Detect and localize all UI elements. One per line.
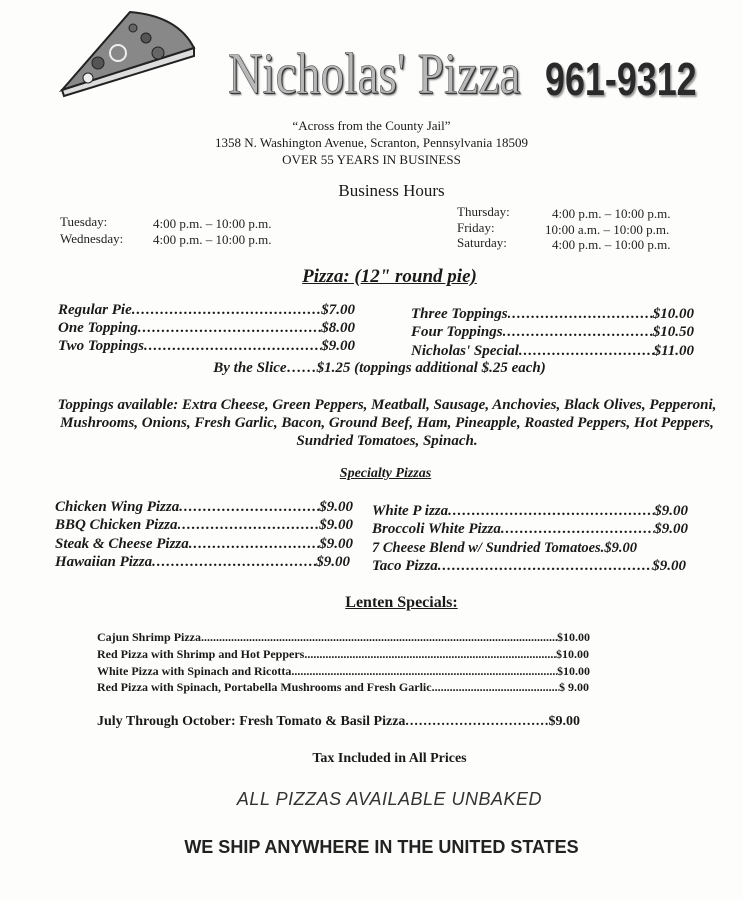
dot-leader [178, 517, 320, 534]
hours-day: Saturday: [457, 235, 507, 250]
menu-item [372, 521, 688, 538]
restaurant-name: Nicholas' Pizza [228, 41, 521, 106]
item-price: $9.00 [316, 554, 350, 570]
dot-leader [291, 664, 557, 679]
hours-time: 4:00 p.m. – 10:00 p.m. [552, 237, 671, 252]
menu-item [411, 306, 694, 323]
dot-leader [201, 630, 557, 645]
item-name: White P izza [372, 503, 449, 519]
dot-leader [138, 320, 321, 337]
dot-leader [179, 499, 319, 516]
toppings-list: Toppings available: Extra Cheese, Green Peppers, Meatball, Sausage, Anchovies, Black Olives, Pepperoni, Mushrooms, Onions, Fresh Garlic, Bacon, Ground Beef, Ham, Pineapple, Roasted Peppers, Hot Peppers, Sundried Tomatoes, Spinach. [57, 397, 717, 449]
dot-leader [132, 302, 322, 319]
shipping-note: WE SHIP ANYWHERE IN THE UNITED STATES [184, 837, 579, 857]
menu-item [55, 499, 353, 516]
item-name: 7 Cheese Blend w/ Sundried Tomatoes. [372, 540, 605, 556]
hours-time: 4:00 p.m. – 10:00 p.m. [153, 216, 272, 231]
dot-leader [405, 714, 548, 730]
menu-item [58, 302, 355, 319]
hours-time: 10:00 a.m. – 10:00 p.m. [545, 222, 670, 237]
item-price: $10.00 [557, 630, 590, 644]
hours-day: Wednesday: [60, 231, 124, 246]
phone-number: 961-9312 [545, 53, 697, 105]
dot-leader [501, 521, 654, 538]
item-name: Hawaiian Pizza [55, 554, 153, 570]
menu-item [58, 320, 355, 337]
hours-day: Tuesday: [60, 214, 108, 229]
dot-leader [438, 558, 653, 575]
menu-item [55, 536, 353, 553]
dot-leader [519, 343, 654, 360]
item-name: Red Pizza with Spinach, Portabella Mushrooms and Fresh Garlic [97, 680, 432, 694]
item-name: Steak & Cheese Pizza [55, 536, 189, 552]
item-price: $ 9.00 [559, 680, 589, 694]
dot-leader [144, 338, 321, 355]
item-price: $9.00 [321, 338, 355, 354]
item-price: $9.00 [652, 558, 686, 574]
hours-day: Thursday: [457, 204, 510, 219]
hours-heading: Business Hours [338, 181, 445, 200]
item-name: Nicholas' Special [411, 343, 519, 359]
item-price: $9.00 [654, 521, 688, 537]
specialty-heading: Specialty Pizzas [339, 466, 432, 481]
item-name: Chicken Wing Pizza [55, 499, 180, 515]
item-name: Four Toppings [411, 324, 503, 340]
hours-time: 4:00 p.m. – 10:00 p.m. [153, 232, 272, 247]
lenten-heading: Lenten Specials: [345, 594, 458, 611]
menu-item [58, 338, 355, 355]
item-price: $10.00 [556, 647, 589, 661]
item-price: $9.00 [548, 714, 580, 729]
dot-leader [189, 536, 320, 553]
lenten-item [97, 680, 589, 695]
item-price: $9.00 [604, 540, 637, 556]
item-price: $9.00 [319, 517, 353, 533]
item-price: $9.00 [319, 536, 353, 552]
menu-item [372, 540, 688, 557]
tax-note: Tax Included in All Prices [312, 751, 467, 766]
item-name: Broccoli White Pizza [372, 521, 501, 537]
seasonal-item [97, 714, 580, 730]
item-price: $9.00 [654, 503, 688, 519]
dot-leader [508, 306, 653, 323]
item-price: $9.00 [319, 499, 353, 515]
item-name: Three Toppings [411, 306, 508, 322]
lenten-item [97, 664, 590, 679]
item-name: BBQ Chicken Pizza [55, 517, 178, 533]
unbaked-note: ALL PIZZAS AVAILABLE UNBAKED [236, 789, 543, 809]
item-name: Regular Pie [58, 302, 132, 318]
item-price: $8.00 [321, 320, 355, 336]
item-name: White Pizza with Spinach and Ricotta [97, 664, 292, 678]
dot-leader [304, 647, 556, 662]
item-name: Red Pizza with Shrimp and Hot Peppers [97, 647, 305, 661]
item-price: $10.00 [557, 664, 590, 678]
dot-leader [503, 324, 653, 341]
item-name: July Through October: Fresh Tomato & Basil Pizza [97, 714, 406, 729]
menu-item [55, 554, 350, 571]
item-name: Taco Pizza [372, 558, 438, 574]
pizza-slice-logo [58, 8, 198, 98]
lenten-item [97, 647, 589, 662]
dot-leader [152, 554, 316, 571]
item-name: One Topping [58, 320, 138, 336]
years-in-business: OVER 55 YEARS IN BUSINESS [282, 152, 461, 167]
tagline: “Across from the County Jail” [292, 118, 451, 133]
menu-item [372, 503, 688, 520]
item-price: $7.00 [321, 302, 355, 318]
hours-time: 4:00 p.m. – 10:00 p.m. [552, 206, 671, 221]
item-name: Two Toppings [58, 338, 144, 354]
item-price: $10.50 [652, 324, 694, 340]
address: 1358 N. Washington Avenue, Scranton, Pennsylvania 18509 [215, 135, 528, 150]
item-price: $11.00 [653, 343, 694, 359]
menu-item [372, 558, 686, 575]
menu-item [411, 343, 694, 360]
by-the-slice: By the Slice……$1.25 (toppings additional $.25 each) [213, 360, 546, 376]
item-price: $10.00 [652, 306, 694, 322]
hours-day: Friday: [457, 220, 495, 235]
menu-item [411, 324, 694, 341]
dot-leader [448, 503, 654, 520]
lenten-item [97, 630, 590, 645]
pizza-heading: Pizza: (12" round pie) [302, 266, 477, 287]
dot-leader [432, 680, 559, 695]
item-name: Cajun Shrimp Pizza [97, 630, 202, 644]
menu-item [55, 517, 353, 534]
